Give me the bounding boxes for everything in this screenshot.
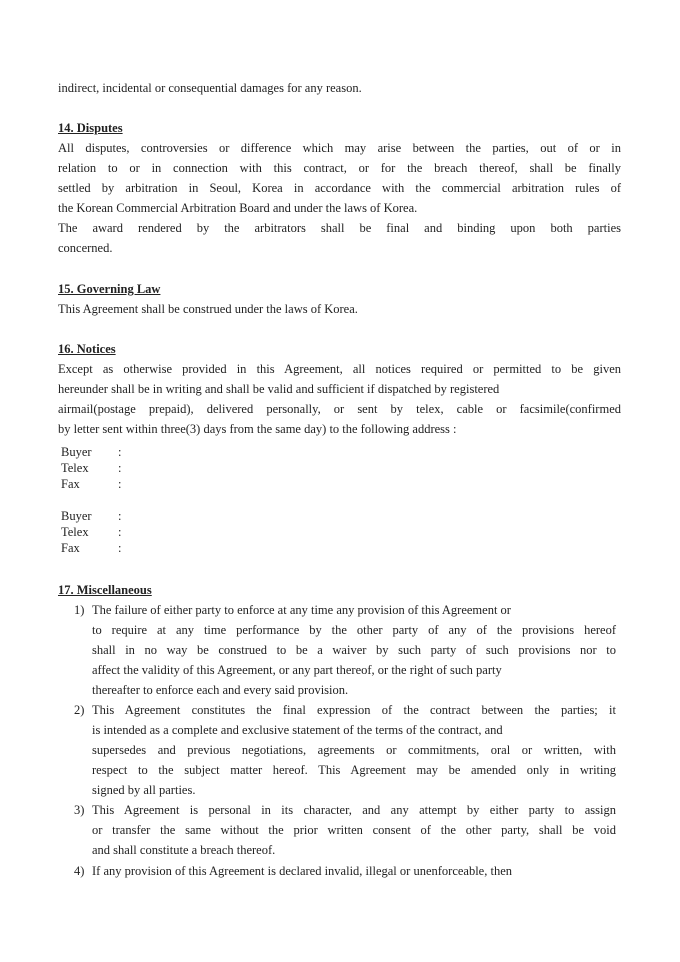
paragraph-line: hereunder shall be in writing and shall be valid and sufficient if dispatched by registered — [58, 382, 500, 396]
section-heading: 17. Miscellaneous — [58, 583, 152, 597]
list-line: or transfer the same without the prior written consent of the other party, shall be void — [92, 823, 616, 837]
address-separator: : — [118, 445, 122, 459]
paragraph-line: airmail(postage prepaid), delivered personally, or sent by telex, cable or facsimile(confirmed — [58, 402, 621, 416]
intro-line: indirect, incidental or consequential damages for any reason. — [58, 81, 362, 95]
address-separator: : — [118, 509, 122, 523]
list-number: 2) — [74, 703, 85, 717]
paragraph-line: Except as otherwise provided in this Agreement, all notices required or permitted to be given — [58, 362, 621, 376]
section-heading: 15. Governing Law — [58, 282, 161, 296]
address-separator: : — [118, 477, 122, 491]
paragraph-line: This Agreement shall be construed under the laws of Korea. — [58, 302, 358, 316]
address-label: Buyer — [61, 445, 92, 459]
list-line: This Agreement constitutes the final expression of the contract between the parties; it — [92, 703, 616, 717]
paragraph-line: the Korean Commercial Arbitration Board and under the laws of Korea. — [58, 201, 418, 215]
list-line: respect to the subject matter hereof. This Agreement may be amended only in writing — [92, 763, 616, 777]
list-line: affect the validity of this Agreement, or any part thereof, or the right of such party — [92, 663, 502, 677]
section-heading: 16. Notices — [58, 342, 116, 356]
address-separator: : — [118, 541, 122, 555]
list-line: supersedes and previous negotiations, agreements or commitments, oral or written, with — [92, 743, 616, 757]
address-label: Telex — [61, 525, 89, 539]
address-label: Buyer — [61, 509, 92, 523]
list-number: 3) — [74, 803, 85, 817]
section-heading: 14. Disputes — [58, 121, 123, 135]
paragraph-line: concerned. — [58, 241, 113, 255]
address-separator: : — [118, 461, 122, 475]
list-line: If any provision of this Agreement is declared invalid, illegal or unenforceable, then — [92, 864, 513, 878]
paragraph-line: by letter sent within three(3) days from the same day) to the following address : — [58, 422, 457, 436]
address-label: Fax — [61, 541, 80, 555]
paragraph-line: relation to or in connection with this contract, or for the breach thereof, shall be finally — [58, 161, 621, 175]
address-label: Fax — [61, 477, 80, 491]
list-line: shall in no way be construed to be a waiver by such party of such provisions nor to — [92, 643, 616, 657]
address-separator: : — [118, 525, 122, 539]
list-number: 4) — [74, 864, 85, 878]
list-line: to require at any time performance by the other party of any of the provisions hereof — [92, 623, 616, 637]
list-line: is intended as a complete and exclusive statement of the terms of the contract, and — [92, 723, 503, 737]
paragraph-line: All disputes, controversies or difference which may arise between the parties, out of or in — [58, 141, 621, 155]
address-label: Telex — [61, 461, 89, 475]
list-line: The failure of either party to enforce at any time any provision of this Agreement or — [92, 603, 511, 617]
list-number: 1) — [74, 603, 85, 617]
list-line: signed by all parties. — [92, 783, 196, 797]
list-line: This Agreement is personal in its character, and any attempt by either party to assign — [92, 803, 616, 817]
list-line: thereafter to enforce each and every said provision. — [92, 683, 349, 697]
list-line: and shall constitute a breach thereof. — [92, 843, 276, 857]
paragraph-line: The award rendered by the arbitrators shall be final and binding upon both parties — [58, 221, 621, 235]
paragraph-line: settled by arbitration in Seoul, Korea in accordance with the commercial arbitration rules of — [58, 181, 621, 195]
